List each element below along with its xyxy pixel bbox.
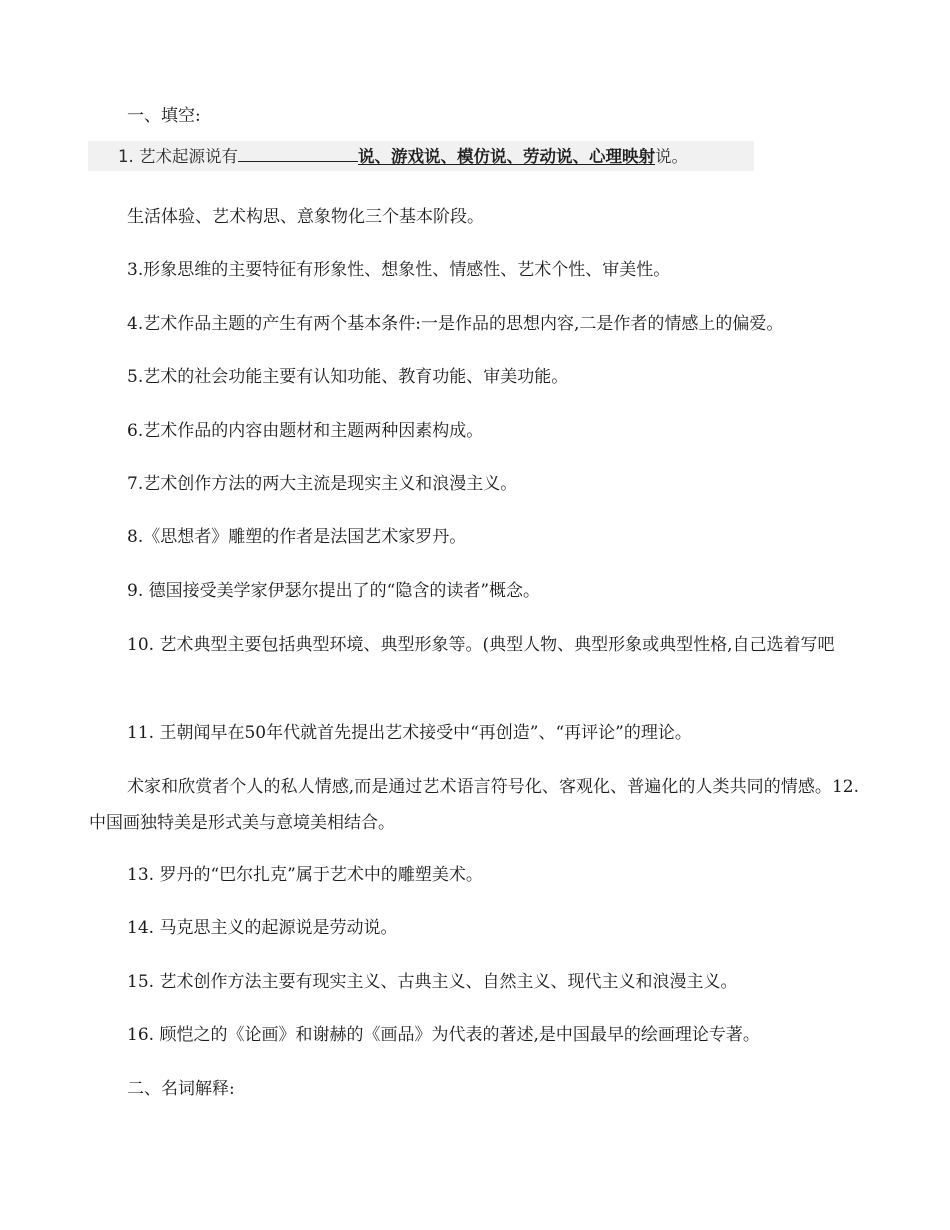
question-15: 15. 艺术创作方法主要有现实主义、古典主义、自然主义、现代主义和浪漫主义。 — [127, 972, 738, 992]
question-4: 4.艺术作品主题的产生有两个基本条件:一是作品的思想内容,二是作者的情感上的偏爱。 — [127, 314, 784, 334]
section-heading-definitions: 二、名词解释: — [127, 1079, 235, 1099]
question-1-suffix: 说。 — [655, 147, 688, 166]
question-11: 11. 王朝闻早在50年代就首先提出艺术接受中“再创造”、“再评论”的理论。 — [127, 723, 692, 743]
question-6: 6.艺术作品的内容由题材和主题两种因素构成。 — [127, 421, 484, 441]
answer-blank — [238, 145, 358, 162]
section-heading-fill-in: 一、填空: — [127, 106, 201, 126]
scanned-question-1 — [88, 141, 754, 171]
question-1-text — [118, 145, 688, 168]
question-12-paragraph: 术家和欣赏者个人的私人情感,而是通过艺术语言符号化、客观化、普遍化的人类共同的情感。12. 中国画独特美是形式美与意境美相结合。 — [89, 777, 859, 833]
question-9: 9. 德国接受美学家伊瑟尔提出了的“隐含的读者”概念。 — [127, 581, 541, 601]
question-1-prefix: 1. 艺术起源说有 — [118, 147, 238, 166]
question-16: 16. 顾恺之的《论画》和谢赫的《画品》为代表的著述,是中国最早的绘画理论专著。 — [127, 1025, 760, 1045]
question-8: 8.《思想者》雕塑的作者是法国艺术家罗丹。 — [127, 527, 467, 547]
question-14: 14. 马克思主义的起源说是劳动说。 — [127, 918, 398, 938]
question-1-answer: 说、游戏说、模仿说、劳动说、心理映射 — [358, 147, 655, 166]
question-7: 7.艺术创作方法的两大主流是现实主义和浪漫主义。 — [127, 474, 518, 494]
question-2: 生活体验、艺术构思、意象物化三个基本阶段。 — [127, 207, 484, 227]
question-10: 10. 艺术典型主要包括典型环境、典型形象等。(典型人物、典型形象或典型性格,自己选着写吧 — [127, 635, 835, 655]
question-5: 5.艺术的社会功能主要有认知功能、教育功能、审美功能。 — [127, 367, 569, 387]
question-3: 3.形象思维的主要特征有形象性、想象性、情感性、艺术个性、审美性。 — [127, 260, 671, 280]
question-13: 13. 罗丹的“巴尔扎克”属于艺术中的雕塑美术。 — [127, 865, 483, 885]
